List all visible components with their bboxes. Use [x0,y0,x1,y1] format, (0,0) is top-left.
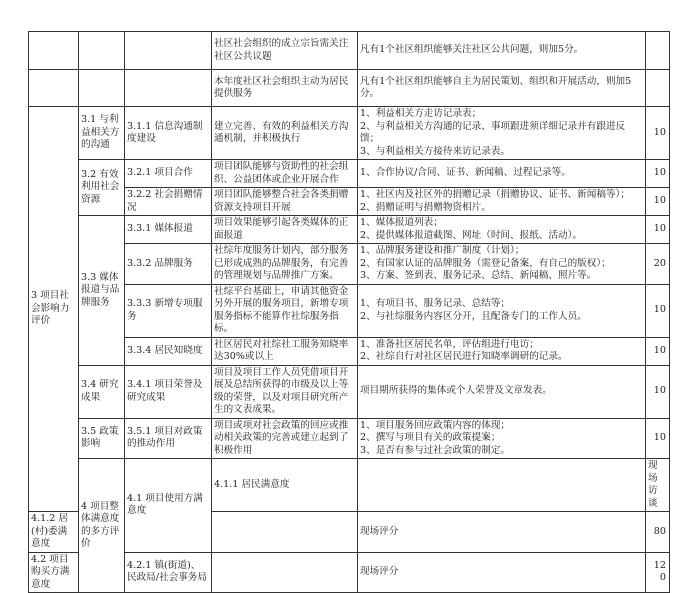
score-cell: 10 [646,365,670,418]
detail-cell: 凡有1个社区组织能够自主为居民策划、组织和开展活动，则加5分。 [358,70,646,107]
level2-cell: 3.2 有效利用社会资源 [79,160,125,216]
level3-cell: 3.3.3 新增专项服务 [125,284,212,337]
evaluation-table-wrapper [28,31,669,593]
score-cell: 120 [646,552,670,593]
score-cell: 10 [646,216,670,244]
level3-cell: 3.1.1 信息沟通制度建设 [125,107,212,160]
detail-cell: 1、有项目书、服务记录、总结等； 2、与社综服务内容区分开，且配备专门的工作人员。 [358,284,646,337]
standard-cell: 项目效果能够引起各类媒体的正面报道 [212,216,358,244]
level2-cell: 3.1 与利益相关方的沟通 [79,107,125,160]
level2-cell: 4.2 项目购买方满意度 [29,552,79,593]
level3-cell: 4.1.1 居民满意度 [212,459,358,512]
table-row [29,284,670,337]
table-row [29,70,670,107]
detail-cell: 1、准备社区居民名单，评估组进行电访； 2、社综自行对社区居民进行知晓率调研的记录。 [358,337,646,365]
score-cell: 10 [646,284,670,337]
table-row [29,107,670,160]
table-row [29,552,670,593]
level1-cell: 4 项目整体满意度的多方评价 [79,459,125,593]
table-row [29,216,670,244]
score-cell: 10 [646,418,670,459]
level3-cell: 3.3.2 品牌服务 [125,244,212,285]
level3-cell: 3.2.2 社会捐赠情况 [125,188,212,216]
level2-cell: 3.4 研究成果 [79,365,125,418]
standard-cell: 本年度社区社会组织主动为居民提供服务 [212,70,358,107]
level3-cell: 4.2.1 镇(街道)、民政局/社会事务局 [125,552,212,593]
detail-cell: 现场评分 [358,512,646,553]
standard-cell: 项目团队能够与资助性的社会组织、公益团体或企业开展合作 [212,160,358,188]
level3-cell: 3.4.1 项目荣誉及研究成果 [125,365,212,418]
detail-cell: 现场评分 [358,552,646,593]
level2-cell: 3.3 媒体报道与品牌服务 [79,216,125,366]
level3-cell: 3.3.4 居民知晓度 [125,337,212,365]
standard-cell: 社综平台基础上，申请其他资金另外开展的服务项目，新增专项服务指标不能算作社综服务指标。 [212,284,358,337]
table-row [29,337,670,365]
detail-cell: 1、项目服务回应政策内容的体现； 2、撰写与项目有关的政策提案； 3、是否有参与过社会政策的制定。 [358,418,646,459]
level3-cell: 4.1.2 居(村)委满意度 [29,512,79,553]
standard-cell: 建立完善、有效的利益相关方沟通机制，并积极执行 [212,107,358,160]
level3-cell: 3.3.1 媒体报道 [125,216,212,244]
score-cell: 10 [646,160,670,188]
detail-cell: 凡有1个社区组织能够关注社区公共问题，则加5分。 [358,32,646,70]
table-row [29,188,670,216]
detail-cell: 1、社区内及社区外的捐赠记录（捐赠协议、证书、新闻稿等）； 2、捐赠证明与捐赠物资相片。 [358,188,646,216]
level2-cell: 4.1 项目使用方满意度 [125,459,212,553]
table-row [29,244,670,285]
level2-cell: 3.5 政策影响 [79,418,125,459]
standard-cell: 社区居民对社综社工服务知晓率达30%或以上 [212,337,358,365]
score-cell: 20 [646,244,670,285]
table-row [29,418,670,459]
table-row [29,32,670,70]
level1-cell: 3 项目社会影响力评价 [29,107,79,512]
score-cell: 80 [646,512,670,553]
detail-cell: 项目期所获得的集体或个人荣誉及文章发表。 [358,365,646,418]
table-row [29,459,670,512]
standard-cell: 项目团队能够整合社会各类捐赠资源支持项目开展 [212,188,358,216]
level3-cell: 3.2.1 项目合作 [125,160,212,188]
table-row [29,160,670,188]
standard-cell: 社综年度服务计划内，部分服务已形成成熟的品牌服务，有完善的管理规划与品牌推广方案。 [212,244,358,285]
detail-cell: 1、合作协议/合同、证书、新闻稿、过程记录等。 [358,160,646,188]
score-cell: 10 [646,337,670,365]
detail-cell: 1、品牌服务建设和推广制度（计划）； 2、有国家认证的品牌服务（需登记备案，有自己的版权）； 3、方案、签到表、服务记录、总结、新闻稿、照片等。 [358,244,646,285]
level3-cell: 3.5.1 项目对政策的推动作用 [125,418,212,459]
standard-cell: 项目及项目工作人员凭借项目开展及总结所获得的市级及以上等级的荣誉，以及对项目研究所产生的文表成果。 [212,365,358,418]
evaluation-table [28,31,670,593]
detail-cell: 1、媒体报道列表； 2、提供媒体报道截图、网址（时间、报纸、活动）。 [358,216,646,244]
standard-cell: 社区社会组织的成立宗旨需关注社区公共议题 [212,32,358,70]
table-row [29,365,670,418]
score-cell: 10 [646,107,670,160]
detail-cell: 1、利益相关方走访记录表； 2、与利益相关方沟通的记录、事项跟进须详细记录并有跟进反馈； 3、与利益相关方接待来访记录表。 [358,107,646,160]
detail-cell: 现场访谈 [646,459,670,512]
score-cell: 10 [646,188,670,216]
standard-cell: 项目或项对社会政策的回应或推动相关政策的完善或建立起到了积极作用 [212,418,358,459]
